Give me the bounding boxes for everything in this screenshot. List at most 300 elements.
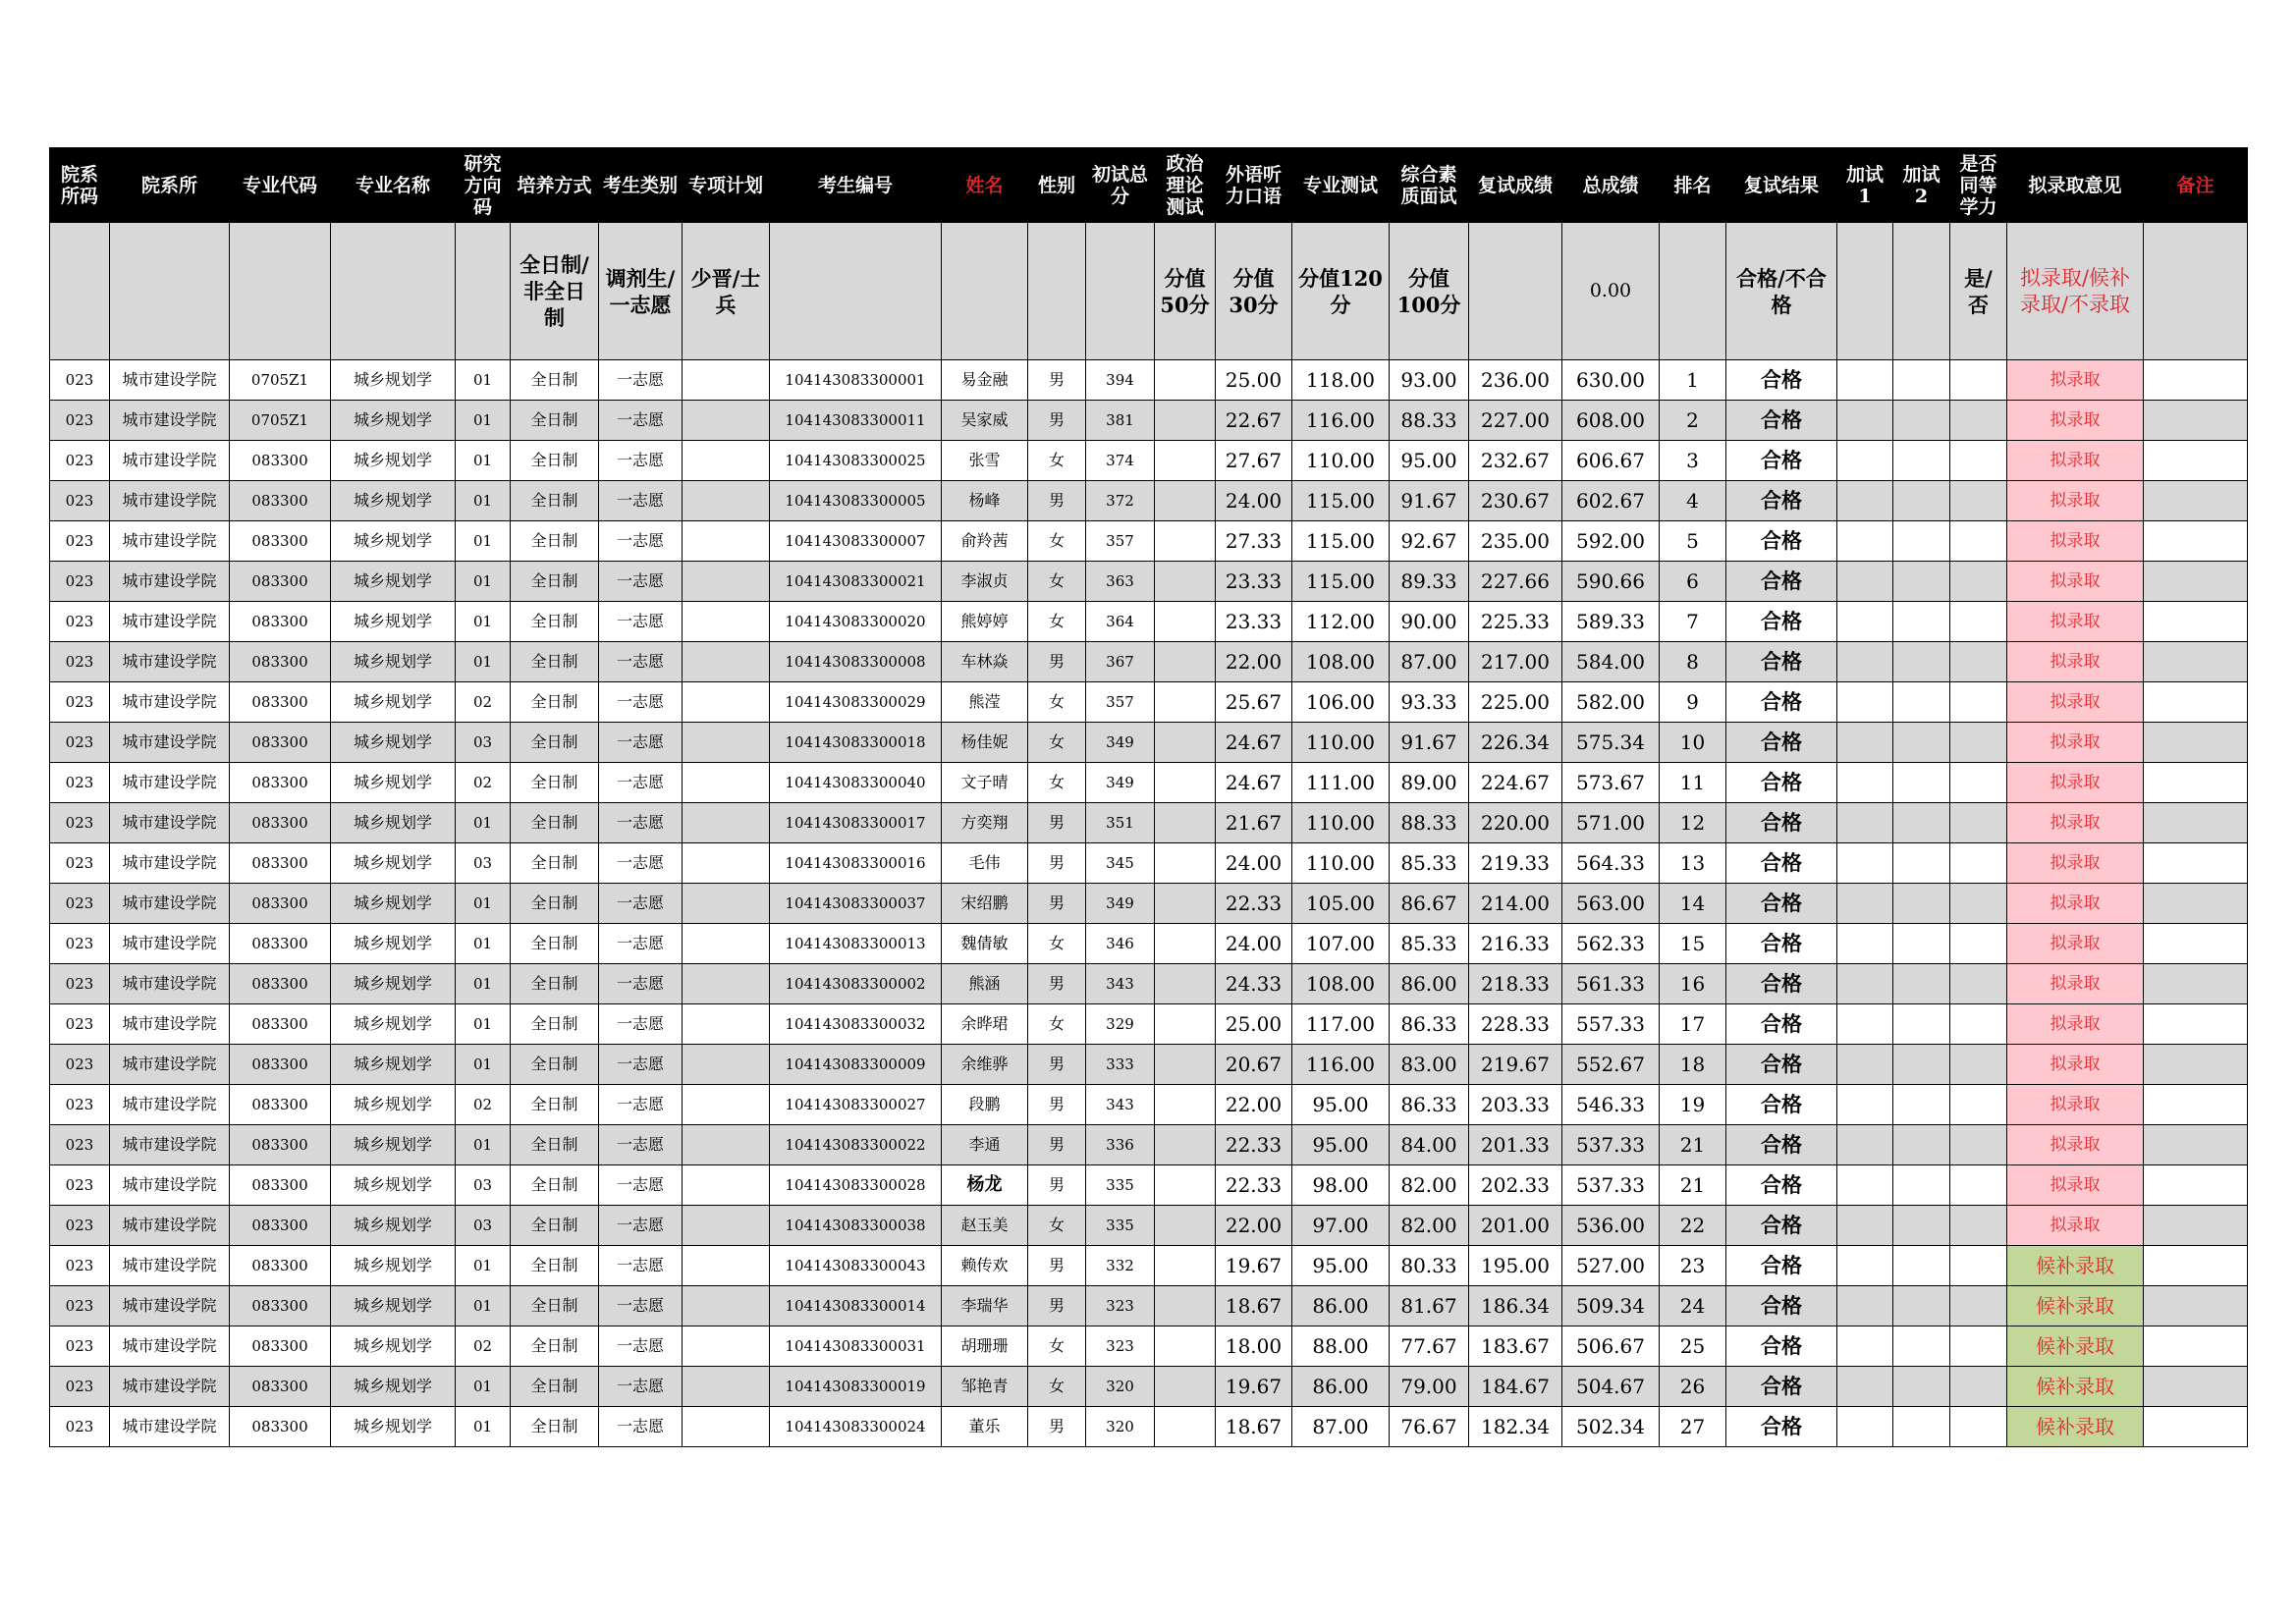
cell-total-score: 536.00 (1562, 1206, 1660, 1246)
cell-direction-code: 03 (456, 1165, 511, 1206)
cell-major-code: 083300 (230, 1326, 331, 1367)
cell-candidate-type: 一志愿 (599, 1125, 683, 1165)
cell-interview: 86.33 (1390, 1085, 1469, 1125)
cell-direction-code: 01 (456, 562, 511, 602)
cell-gender: 男 (1028, 642, 1086, 682)
cell-gender: 男 (1028, 1085, 1086, 1125)
cell-total-score: 509.34 (1562, 1286, 1660, 1326)
cell-extra-test-2 (1893, 562, 1950, 602)
cell-extra-test-1 (1837, 884, 1893, 924)
cell-special-plan (683, 521, 770, 562)
cell-extra-test-2 (1893, 803, 1950, 843)
cell-gender: 女 (1028, 723, 1086, 763)
header-row (50, 148, 2248, 223)
cell-retest-score: 236.00 (1469, 360, 1562, 401)
cell-retest-result: 合格 (1726, 723, 1837, 763)
cell-admission-opinion: 拟录取 (2007, 803, 2144, 843)
cell-interview: 77.67 (1390, 1326, 1469, 1367)
cell-total-score: 602.67 (1562, 481, 1660, 521)
cell-special-plan (683, 1125, 770, 1165)
table-row (50, 602, 2248, 642)
cell-admission-opinion: 拟录取 (2007, 441, 2144, 481)
cell-direction-code: 01 (456, 884, 511, 924)
cell-professional-test: 86.00 (1292, 1367, 1390, 1407)
cell-retest-score: 218.33 (1469, 964, 1562, 1004)
cell-interview: 76.67 (1390, 1407, 1469, 1447)
cell-equivalent-degree (1950, 481, 2007, 521)
subheader-candidate-id (770, 223, 942, 360)
cell-initial-score: 323 (1086, 1286, 1155, 1326)
cell-admission-opinion: 拟录取 (2007, 360, 2144, 401)
subheader-remarks (2144, 223, 2248, 360)
cell-total-score: 564.33 (1562, 843, 1660, 884)
cell-direction-code: 03 (456, 723, 511, 763)
cell-candidate-type: 一志愿 (599, 1326, 683, 1367)
subheader-candidate-name (942, 223, 1028, 360)
subheader-major-code (230, 223, 331, 360)
cell-retest-score: 184.67 (1469, 1367, 1562, 1407)
cell-extra-test-2 (1893, 441, 1950, 481)
cell-initial-score: 345 (1086, 843, 1155, 884)
cell-gender: 男 (1028, 1286, 1086, 1326)
cell-dept-code: 023 (50, 1286, 110, 1326)
cell-candidate-type: 一志愿 (599, 602, 683, 642)
cell-dept-code: 023 (50, 1407, 110, 1447)
cell-total-score: 571.00 (1562, 803, 1660, 843)
cell-politics-test (1155, 1004, 1216, 1045)
cell-direction-code: 01 (456, 1407, 511, 1447)
cell-foreign-language: 24.33 (1216, 964, 1292, 1004)
cell-professional-test: 108.00 (1292, 964, 1390, 1004)
cell-dept-code: 023 (50, 481, 110, 521)
cell-candidate-id: 104143083300040 (770, 763, 942, 803)
cell-interview: 91.67 (1390, 723, 1469, 763)
cell-initial-score: 367 (1086, 642, 1155, 682)
cell-candidate-id: 104143083300028 (770, 1165, 942, 1206)
cell-study-mode: 全日制 (511, 642, 599, 682)
cell-major-name: 城乡规划学 (331, 401, 456, 441)
header-gender: 性别 (1028, 148, 1086, 223)
header-candidate-type: 考生类别 (599, 148, 683, 223)
cell-professional-test: 106.00 (1292, 682, 1390, 723)
cell-extra-test-1 (1837, 481, 1893, 521)
cell-major-code: 083300 (230, 884, 331, 924)
cell-dept-code: 023 (50, 843, 110, 884)
cell-special-plan (683, 602, 770, 642)
cell-gender: 男 (1028, 1125, 1086, 1165)
cell-retest-score: 201.00 (1469, 1206, 1562, 1246)
cell-study-mode: 全日制 (511, 924, 599, 964)
cell-extra-test-2 (1893, 843, 1950, 884)
cell-retest-result: 合格 (1726, 1004, 1837, 1045)
cell-retest-result: 合格 (1726, 1326, 1837, 1367)
cell-extra-test-1 (1837, 521, 1893, 562)
cell-initial-score: 357 (1086, 521, 1155, 562)
cell-equivalent-degree (1950, 803, 2007, 843)
cell-admission-opinion: 拟录取 (2007, 401, 2144, 441)
cell-extra-test-2 (1893, 964, 1950, 1004)
cell-major-code: 083300 (230, 1045, 331, 1085)
cell-rank: 9 (1660, 682, 1726, 723)
cell-study-mode: 全日制 (511, 441, 599, 481)
table-row (50, 360, 2248, 401)
cell-extra-test-1 (1837, 924, 1893, 964)
cell-study-mode: 全日制 (511, 1367, 599, 1407)
cell-special-plan (683, 843, 770, 884)
cell-admission-opinion: 拟录取 (2007, 682, 2144, 723)
cell-retest-score: 220.00 (1469, 803, 1562, 843)
cell-rank: 8 (1660, 642, 1726, 682)
cell-equivalent-degree (1950, 1326, 2007, 1367)
table-row (50, 924, 2248, 964)
cell-candidate-id: 104143083300019 (770, 1367, 942, 1407)
cell-special-plan (683, 924, 770, 964)
cell-dept-code: 023 (50, 682, 110, 723)
header-extra-test-1: 加试1 (1837, 148, 1893, 223)
cell-major-code: 083300 (230, 723, 331, 763)
cell-remarks (2144, 1206, 2248, 1246)
cell-rank: 21 (1660, 1125, 1726, 1165)
cell-rank: 23 (1660, 1246, 1726, 1286)
cell-candidate-name: 余晔珺 (942, 1004, 1028, 1045)
cell-candidate-id: 104143083300008 (770, 642, 942, 682)
cell-candidate-type: 一志愿 (599, 441, 683, 481)
cell-foreign-language: 24.00 (1216, 924, 1292, 964)
cell-total-score: 562.33 (1562, 924, 1660, 964)
cell-gender: 女 (1028, 602, 1086, 642)
cell-retest-result: 合格 (1726, 360, 1837, 401)
cell-candidate-type: 一志愿 (599, 884, 683, 924)
cell-politics-test (1155, 521, 1216, 562)
cell-direction-code: 01 (456, 642, 511, 682)
cell-major-name: 城乡规划学 (331, 1206, 456, 1246)
header-interview: 综合素质面试 (1390, 148, 1469, 223)
header-candidate-id: 考生编号 (770, 148, 942, 223)
cell-admission-opinion: 拟录取 (2007, 1206, 2144, 1246)
cell-total-score: 506.67 (1562, 1326, 1660, 1367)
cell-candidate-name: 杨峰 (942, 481, 1028, 521)
cell-candidate-id: 104143083300043 (770, 1246, 942, 1286)
cell-dept-name: 城市建设学院 (110, 1045, 230, 1085)
cell-equivalent-degree (1950, 401, 2007, 441)
cell-extra-test-1 (1837, 562, 1893, 602)
cell-candidate-type: 一志愿 (599, 763, 683, 803)
cell-foreign-language: 22.67 (1216, 401, 1292, 441)
cell-dept-code: 023 (50, 401, 110, 441)
cell-foreign-language: 18.67 (1216, 1407, 1292, 1447)
cell-candidate-id: 104143083300024 (770, 1407, 942, 1447)
cell-special-plan (683, 1085, 770, 1125)
cell-study-mode: 全日制 (511, 1045, 599, 1085)
cell-study-mode: 全日制 (511, 360, 599, 401)
cell-dept-code: 023 (50, 1246, 110, 1286)
cell-retest-score: 195.00 (1469, 1246, 1562, 1286)
cell-direction-code: 03 (456, 843, 511, 884)
cell-candidate-name: 杨佳妮 (942, 723, 1028, 763)
cell-professional-test: 105.00 (1292, 884, 1390, 924)
cell-retest-score: 186.34 (1469, 1286, 1562, 1326)
cell-professional-test: 95.00 (1292, 1085, 1390, 1125)
cell-rank: 14 (1660, 884, 1726, 924)
cell-retest-score: 219.33 (1469, 843, 1562, 884)
subheader-politics-test: 分值50分 (1155, 223, 1216, 360)
cell-professional-test: 110.00 (1292, 803, 1390, 843)
cell-dept-name: 城市建设学院 (110, 1125, 230, 1165)
cell-dept-name: 城市建设学院 (110, 1367, 230, 1407)
cell-retest-result: 合格 (1726, 1407, 1837, 1447)
cell-dept-name: 城市建设学院 (110, 642, 230, 682)
cell-rank: 10 (1660, 723, 1726, 763)
cell-candidate-id: 104143083300025 (770, 441, 942, 481)
cell-direction-code: 01 (456, 521, 511, 562)
cell-major-code: 083300 (230, 803, 331, 843)
cell-major-name: 城乡规划学 (331, 843, 456, 884)
cell-extra-test-2 (1893, 521, 1950, 562)
cell-major-name: 城乡规划学 (331, 360, 456, 401)
cell-initial-score: 363 (1086, 562, 1155, 602)
cell-admission-opinion: 拟录取 (2007, 884, 2144, 924)
table-row (50, 1004, 2248, 1045)
cell-major-name: 城乡规划学 (331, 682, 456, 723)
cell-dept-name: 城市建设学院 (110, 682, 230, 723)
cell-professional-test: 118.00 (1292, 360, 1390, 401)
cell-equivalent-degree (1950, 682, 2007, 723)
cell-study-mode: 全日制 (511, 1407, 599, 1447)
cell-candidate-name: 段鹏 (942, 1085, 1028, 1125)
cell-candidate-id: 104143083300022 (770, 1125, 942, 1165)
cell-rank: 3 (1660, 441, 1726, 481)
table-row (50, 1045, 2248, 1085)
cell-dept-name: 城市建设学院 (110, 763, 230, 803)
cell-candidate-type: 一志愿 (599, 1367, 683, 1407)
cell-initial-score: 364 (1086, 602, 1155, 642)
cell-retest-result: 合格 (1726, 562, 1837, 602)
header-study-mode: 培养方式 (511, 148, 599, 223)
cell-admission-opinion: 拟录取 (2007, 1165, 2144, 1206)
cell-total-score: 608.00 (1562, 401, 1660, 441)
header-retest-result: 复试结果 (1726, 148, 1837, 223)
subheader-interview: 分值100分 (1390, 223, 1469, 360)
cell-dept-code: 023 (50, 884, 110, 924)
cell-total-score: 537.33 (1562, 1125, 1660, 1165)
cell-interview: 79.00 (1390, 1367, 1469, 1407)
cell-major-code: 083300 (230, 1206, 331, 1246)
cell-remarks (2144, 1407, 2248, 1447)
cell-remarks (2144, 924, 2248, 964)
cell-extra-test-1 (1837, 1004, 1893, 1045)
cell-candidate-type: 一志愿 (599, 1165, 683, 1206)
cell-remarks (2144, 1367, 2248, 1407)
cell-remarks (2144, 682, 2248, 723)
cell-total-score: 563.00 (1562, 884, 1660, 924)
cell-equivalent-degree (1950, 602, 2007, 642)
cell-direction-code: 01 (456, 803, 511, 843)
cell-candidate-id: 104143083300037 (770, 884, 942, 924)
cell-gender: 男 (1028, 884, 1086, 924)
header-dept-name: 院系所 (110, 148, 230, 223)
cell-foreign-language: 27.33 (1216, 521, 1292, 562)
cell-politics-test (1155, 1125, 1216, 1165)
cell-extra-test-1 (1837, 602, 1893, 642)
cell-dept-code: 023 (50, 1326, 110, 1367)
cell-total-score: 561.33 (1562, 964, 1660, 1004)
header-major-code: 专业代码 (230, 148, 331, 223)
cell-professional-test: 86.00 (1292, 1286, 1390, 1326)
cell-politics-test (1155, 1367, 1216, 1407)
cell-admission-opinion: 拟录取 (2007, 1125, 2144, 1165)
cell-candidate-name: 董乐 (942, 1407, 1028, 1447)
cell-equivalent-degree (1950, 1246, 2007, 1286)
cell-remarks (2144, 1045, 2248, 1085)
cell-dept-name: 城市建设学院 (110, 441, 230, 481)
cell-candidate-name: 胡珊珊 (942, 1326, 1028, 1367)
cell-major-name: 城乡规划学 (331, 602, 456, 642)
cell-candidate-type: 一志愿 (599, 964, 683, 1004)
cell-major-name: 城乡规划学 (331, 924, 456, 964)
cell-politics-test (1155, 1246, 1216, 1286)
cell-candidate-id: 104143083300005 (770, 481, 942, 521)
cell-retest-result: 合格 (1726, 763, 1837, 803)
cell-major-code: 083300 (230, 1165, 331, 1206)
subheader-professional-test: 分值120分 (1292, 223, 1390, 360)
cell-extra-test-1 (1837, 642, 1893, 682)
cell-remarks (2144, 964, 2248, 1004)
header-politics-test: 政治理论测试 (1155, 148, 1216, 223)
cell-study-mode: 全日制 (511, 1125, 599, 1165)
cell-extra-test-1 (1837, 964, 1893, 1004)
cell-total-score: 590.66 (1562, 562, 1660, 602)
cell-major-name: 城乡规划学 (331, 562, 456, 602)
cell-gender: 男 (1028, 1045, 1086, 1085)
cell-foreign-language: 22.00 (1216, 642, 1292, 682)
cell-retest-result: 合格 (1726, 401, 1837, 441)
cell-gender: 男 (1028, 964, 1086, 1004)
cell-admission-opinion: 候补录取 (2007, 1326, 2144, 1367)
cell-dept-code: 023 (50, 723, 110, 763)
cell-remarks (2144, 441, 2248, 481)
cell-direction-code: 03 (456, 1206, 511, 1246)
cell-candidate-name: 张雪 (942, 441, 1028, 481)
cell-equivalent-degree (1950, 1407, 2007, 1447)
cell-dept-code: 023 (50, 964, 110, 1004)
cell-remarks (2144, 1085, 2248, 1125)
cell-retest-score: 225.33 (1469, 602, 1562, 642)
cell-special-plan (683, 481, 770, 521)
cell-study-mode: 全日制 (511, 682, 599, 723)
cell-special-plan (683, 441, 770, 481)
cell-direction-code: 01 (456, 481, 511, 521)
cell-extra-test-1 (1837, 803, 1893, 843)
cell-extra-test-2 (1893, 481, 1950, 521)
cell-extra-test-2 (1893, 1165, 1950, 1206)
cell-initial-score: 349 (1086, 763, 1155, 803)
cell-special-plan (683, 1367, 770, 1407)
cell-dept-name: 城市建设学院 (110, 723, 230, 763)
cell-candidate-type: 一志愿 (599, 642, 683, 682)
cell-gender: 男 (1028, 481, 1086, 521)
cell-candidate-name: 熊婷婷 (942, 602, 1028, 642)
subheader-retest-result: 合格/不合格 (1726, 223, 1837, 360)
cell-professional-test: 115.00 (1292, 521, 1390, 562)
cell-professional-test: 110.00 (1292, 441, 1390, 481)
cell-admission-opinion: 候补录取 (2007, 1367, 2144, 1407)
cell-retest-score: 203.33 (1469, 1085, 1562, 1125)
cell-foreign-language: 24.00 (1216, 481, 1292, 521)
cell-interview: 89.00 (1390, 763, 1469, 803)
cell-study-mode: 全日制 (511, 1326, 599, 1367)
cell-major-name: 城乡规划学 (331, 964, 456, 1004)
cell-initial-score: 357 (1086, 682, 1155, 723)
cell-direction-code: 01 (456, 1125, 511, 1165)
subheader-rank (1660, 223, 1726, 360)
cell-major-name: 城乡规划学 (331, 481, 456, 521)
cell-initial-score: 343 (1086, 964, 1155, 1004)
cell-foreign-language: 24.00 (1216, 843, 1292, 884)
cell-equivalent-degree (1950, 1367, 2007, 1407)
cell-politics-test (1155, 1045, 1216, 1085)
cell-equivalent-degree (1950, 763, 2007, 803)
cell-special-plan (683, 1326, 770, 1367)
cell-candidate-name: 魏倩敏 (942, 924, 1028, 964)
table-row (50, 1206, 2248, 1246)
cell-major-name: 城乡规划学 (331, 803, 456, 843)
cell-special-plan (683, 642, 770, 682)
cell-interview: 83.00 (1390, 1045, 1469, 1085)
cell-direction-code: 01 (456, 1045, 511, 1085)
cell-professional-test: 111.00 (1292, 763, 1390, 803)
cell-rank: 19 (1660, 1085, 1726, 1125)
cell-total-score: 502.34 (1562, 1407, 1660, 1447)
cell-extra-test-1 (1837, 723, 1893, 763)
cell-rank: 16 (1660, 964, 1726, 1004)
cell-extra-test-1 (1837, 1407, 1893, 1447)
cell-remarks (2144, 1125, 2248, 1165)
cell-candidate-id: 104143083300031 (770, 1326, 942, 1367)
cell-direction-code: 01 (456, 441, 511, 481)
cell-extra-test-2 (1893, 763, 1950, 803)
cell-dept-code: 023 (50, 562, 110, 602)
cell-remarks (2144, 521, 2248, 562)
cell-admission-opinion: 拟录取 (2007, 1045, 2144, 1085)
cell-equivalent-degree (1950, 521, 2007, 562)
cell-candidate-name: 宋绍鹏 (942, 884, 1028, 924)
cell-candidate-type: 一志愿 (599, 481, 683, 521)
cell-total-score: 552.67 (1562, 1045, 1660, 1085)
cell-dept-code: 023 (50, 763, 110, 803)
cell-foreign-language: 22.33 (1216, 1165, 1292, 1206)
cell-professional-test: 95.00 (1292, 1246, 1390, 1286)
cell-politics-test (1155, 1326, 1216, 1367)
cell-dept-name: 城市建设学院 (110, 1286, 230, 1326)
cell-retest-result: 合格 (1726, 1085, 1837, 1125)
cell-special-plan (683, 1165, 770, 1206)
cell-candidate-name: 杨龙 (942, 1165, 1028, 1206)
cell-equivalent-degree (1950, 1085, 2007, 1125)
header-direction-code: 研究方向码 (456, 148, 511, 223)
cell-major-code: 083300 (230, 964, 331, 1004)
cell-interview: 86.67 (1390, 884, 1469, 924)
cell-initial-score: 349 (1086, 884, 1155, 924)
cell-total-score: 504.67 (1562, 1367, 1660, 1407)
cell-equivalent-degree (1950, 964, 2007, 1004)
cell-extra-test-1 (1837, 1085, 1893, 1125)
cell-interview: 82.00 (1390, 1165, 1469, 1206)
cell-dept-name: 城市建设学院 (110, 803, 230, 843)
cell-remarks (2144, 763, 2248, 803)
table-row (50, 1407, 2248, 1447)
cell-remarks (2144, 401, 2248, 441)
cell-direction-code: 01 (456, 401, 511, 441)
